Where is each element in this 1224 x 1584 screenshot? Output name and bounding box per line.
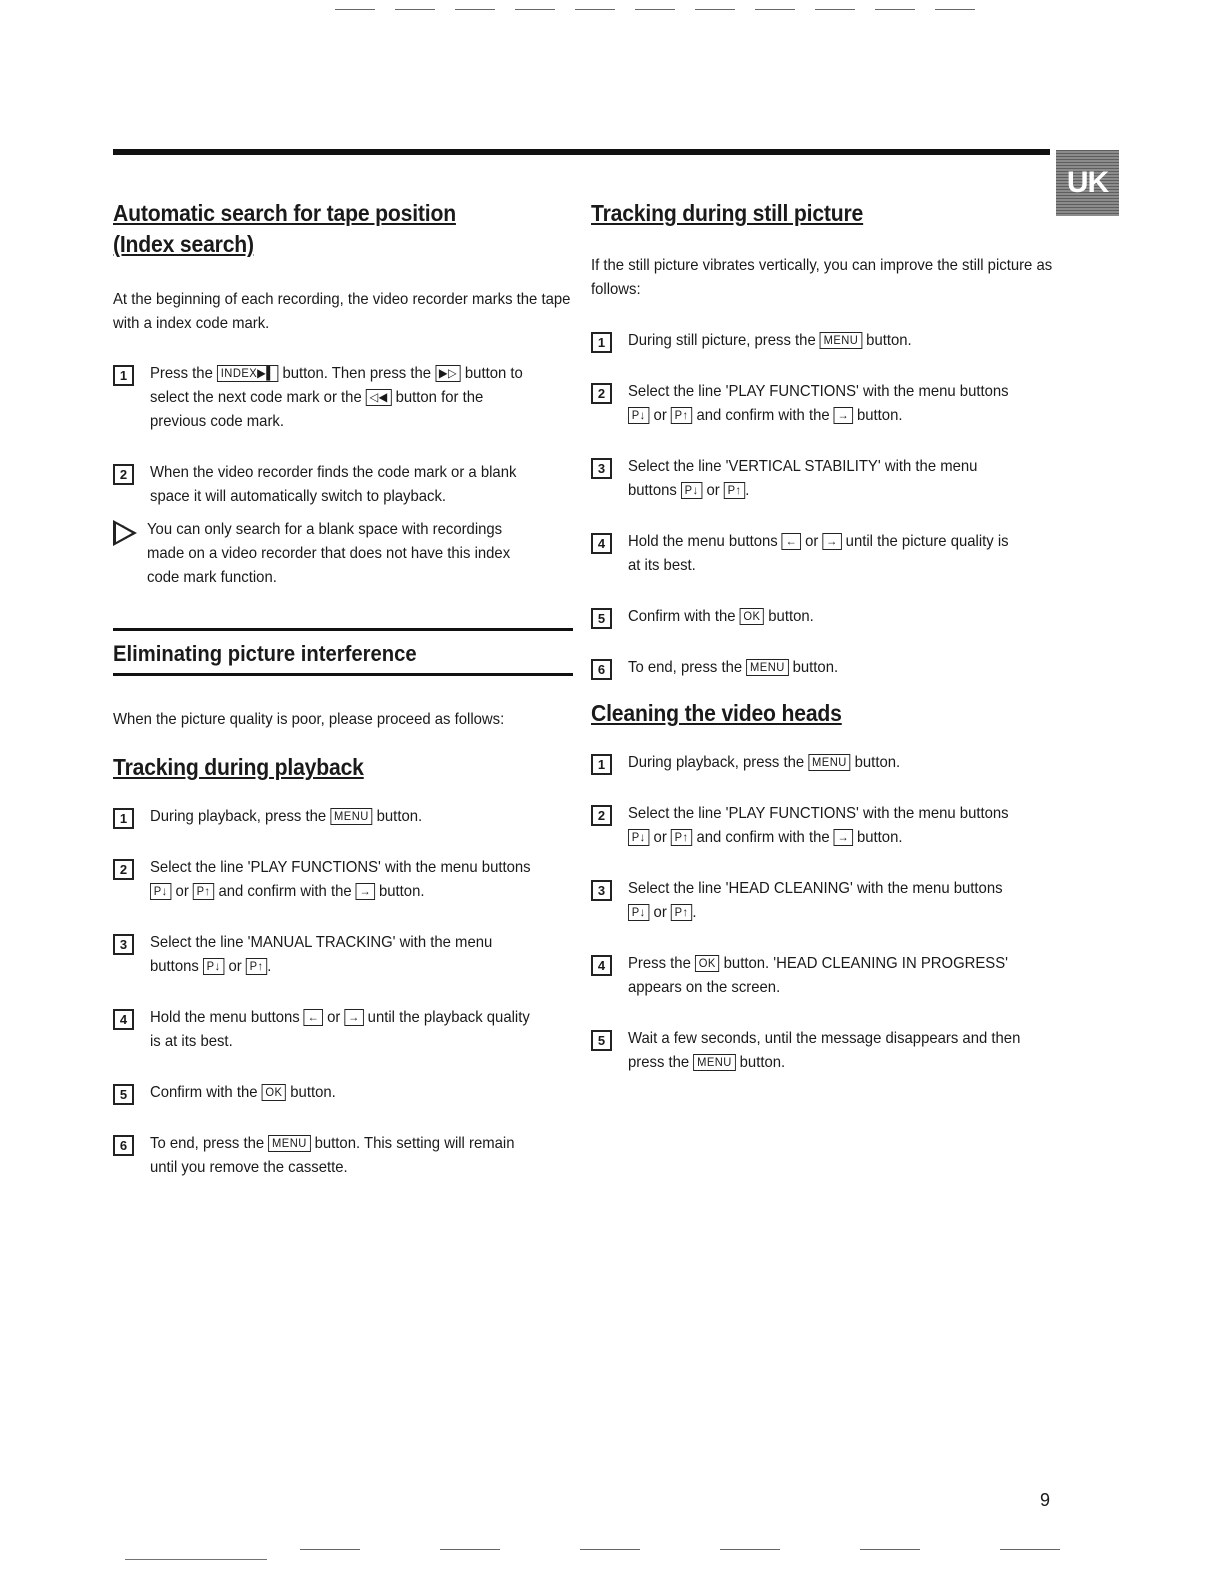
index-search-title-2: (Index search)	[113, 231, 254, 257]
cleaning-step-2: 2 Select the line 'PLAY FUNCTIONS' with the menu buttons P↓ or P↑ and confirm with the → button.	[591, 802, 1053, 850]
cleaning-step-3: 3 Select the line 'HEAD CLEANING' with the menu buttons P↓ or P↑ .	[591, 877, 1053, 925]
right-column	[591, 198, 1053, 1075]
p-up-button-key: P↑	[724, 482, 745, 499]
tip-icon: i	[113, 520, 137, 546]
p-up-button-key: P↑	[671, 407, 692, 424]
playback-step-3: 3 Select the line 'MANUAL TRACKING' with the menu buttons P↓ or P↑ .	[113, 931, 573, 979]
p-up-button-key: P↑	[671, 904, 692, 921]
right-arrow-button-key: →	[822, 533, 841, 550]
p-down-button-key: P↓	[681, 482, 702, 499]
menu-button-key: MENU	[808, 754, 850, 771]
menu-button-key: MENU	[268, 1135, 310, 1152]
p-down-button-key: P↓	[203, 958, 224, 975]
step-number: 6	[113, 1135, 134, 1156]
p-up-button-key: P↑	[671, 829, 692, 846]
step-number: 1	[113, 808, 134, 829]
index-search-title-1: Automatic search for tape position	[113, 200, 456, 226]
still-step-5: 5 Confirm with the OK button.	[591, 605, 1053, 629]
cleaning-step-5: 5 Wait a few seconds, until the message disappears and then press the MENU button.	[591, 1027, 1053, 1075]
playback-step-5: 5 Confirm with the OK button.	[113, 1081, 573, 1105]
language-tab: UK	[1056, 150, 1119, 216]
step-number: 3	[113, 934, 134, 955]
step-number: 3	[591, 880, 612, 901]
index-step-1: 1 Press the INDEX▶▌ button. Then press the ▶▷ button to select the next code mark or the ◁◀ button for the previous code mark.	[113, 362, 573, 434]
menu-button-key: MENU	[820, 332, 862, 349]
still-step-2: 2 Select the line 'PLAY FUNCTIONS' with the menu buttons P↓ or P↑ and confirm with the → button.	[591, 380, 1053, 428]
playback-step-4: 4 Hold the menu buttons ← or → until the playback quality is at its best.	[113, 1006, 573, 1054]
right-arrow-button-key: →	[356, 883, 375, 900]
p-down-button-key: P↓	[628, 904, 649, 921]
right-arrow-button-key: →	[834, 829, 853, 846]
top-rule	[113, 149, 1050, 155]
index-step-2: 2 When the video recorder finds the code mark or a blank space it will automatically switch to playback.	[113, 461, 573, 509]
step-number: 4	[113, 1009, 134, 1030]
step-number: 2	[591, 383, 612, 404]
p-down-button-key: P↓	[628, 407, 649, 424]
step-number: 5	[591, 608, 612, 629]
section-rule-top	[113, 628, 573, 631]
still-step-6: 6 To end, press the MENU button.	[591, 656, 1053, 680]
cleaning-step-1: 1 During playback, press the MENU button.	[591, 751, 1053, 775]
index-button-key: INDEX▶▌	[217, 365, 278, 382]
p-down-button-key: P↓	[628, 829, 649, 846]
menu-button-key: MENU	[693, 1054, 735, 1071]
left-column	[113, 198, 573, 1180]
playback-step-2: 2 Select the line 'PLAY FUNCTIONS' with the menu buttons P↓ or P↑ and confirm with the → button.	[113, 856, 573, 904]
ok-button-key: OK	[740, 608, 764, 625]
index-search-intro: At the beginning of each recording, the video recorder marks the tape with a index code mark.	[113, 291, 571, 332]
still-intro: If the still picture vibrates vertically, you can improve the still picture as follows:	[591, 257, 1053, 298]
scan-artifact-top	[335, 9, 985, 10]
cleaning-step-4: 4 Press the OK button. 'HEAD CLEANING IN PROGRESS' appears on the screen.	[591, 952, 1053, 1000]
step-number: 3	[591, 458, 612, 479]
step-number: 6	[591, 659, 612, 680]
step-number: 4	[591, 533, 612, 554]
menu-button-key: MENU	[746, 659, 788, 676]
still-step-1: 1 During still picture, press the MENU button.	[591, 329, 1053, 353]
ok-button-key: OK	[695, 955, 719, 972]
step-number: 5	[591, 1030, 612, 1051]
step-number: 2	[591, 805, 612, 826]
still-step-4: 4 Hold the menu buttons ← or → until the picture quality is at its best.	[591, 530, 1053, 578]
still-step-3: 3 Select the line 'VERTICAL STABILITY' with the menu buttons P↓ or P↑ .	[591, 455, 1053, 503]
right-arrow-button-key: →	[834, 407, 853, 424]
right-arrow-button-key: →	[344, 1009, 363, 1026]
rewind-button-key: ◁◀	[366, 389, 392, 406]
step-number: 1	[591, 332, 612, 353]
step-number: 4	[591, 955, 612, 976]
step-number: 5	[113, 1084, 134, 1105]
forward-button-key: ▶▷	[435, 365, 461, 382]
step-number: 1	[591, 754, 612, 775]
step-number: 2	[113, 464, 134, 485]
still-title: Tracking during still picture	[591, 200, 864, 226]
scan-artifact-blue	[125, 1559, 267, 1560]
p-down-button-key: P↓	[150, 883, 171, 900]
index-tip: i You can only search for a blank space with recordings made on a video recorder that does not have this index code mark function.	[113, 518, 573, 590]
interference-intro: When the picture quality is poor, please proceed as follows:	[113, 711, 505, 728]
p-up-button-key: P↑	[246, 958, 267, 975]
playback-step-1: 1 During playback, press the MENU button.	[113, 805, 573, 829]
scan-artifact-bottom	[300, 1549, 1080, 1550]
cleaning-title: Cleaning the video heads	[591, 700, 842, 726]
step-number: 1	[113, 365, 134, 386]
section-rule-bottom	[113, 673, 573, 676]
playback-step-6: 6 To end, press the MENU button. This setting will remain until you remove the cassette.	[113, 1132, 573, 1180]
playback-title: Tracking during playback	[113, 754, 364, 780]
left-arrow-button-key: ←	[782, 533, 801, 550]
menu-button-key: MENU	[330, 808, 372, 825]
ok-button-key: OK	[262, 1084, 286, 1101]
left-arrow-button-key: ←	[304, 1009, 323, 1026]
p-up-button-key: P↑	[193, 883, 214, 900]
step-number: 2	[113, 859, 134, 880]
page-number: 9	[1040, 1490, 1051, 1510]
interference-title: Eliminating picture interference	[113, 641, 417, 666]
